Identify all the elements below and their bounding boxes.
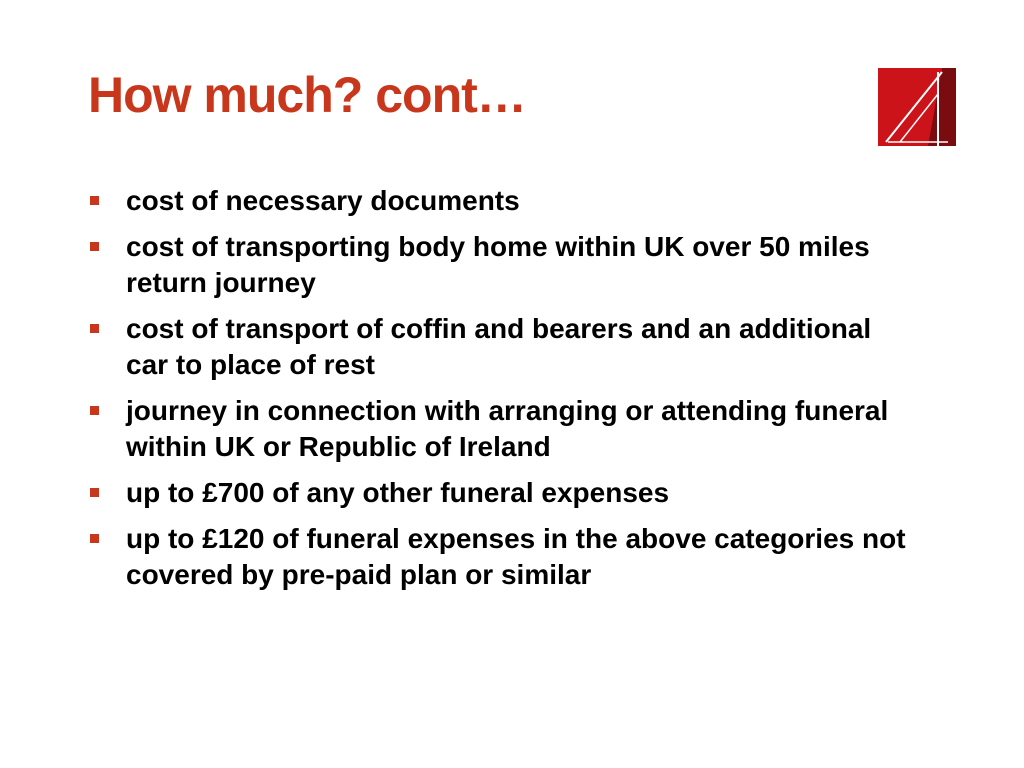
- square-bullet-icon: [90, 324, 99, 333]
- square-bullet-icon: [90, 406, 99, 415]
- slide-title: How much? cont…: [88, 67, 526, 123]
- bullet-item: [90, 393, 910, 465]
- bullet-item: [90, 475, 910, 511]
- bullet-text: up to £700 of any other funeral expenses: [126, 477, 670, 508]
- logo-icon: [878, 68, 956, 146]
- square-bullet-icon: [90, 196, 99, 205]
- bullet-item: [90, 229, 910, 301]
- bullet-text: journey in connection with arranging or attending funeral within UK or Republic of Ireland: [126, 395, 889, 462]
- bullet-text: cost of necessary documents: [126, 185, 520, 216]
- bullet-text: up to £120 of funeral expenses in the above categories not covered by pre-paid plan or similar: [126, 523, 906, 590]
- bullet-list: [90, 183, 910, 603]
- bullet-text: cost of transport of coffin and bearers and an additional car to place of rest: [126, 313, 872, 380]
- bullet-text: cost of transporting body home within UK over 50 miles return journey: [126, 231, 870, 298]
- square-bullet-icon: [90, 488, 99, 497]
- bullet-item: [90, 311, 910, 383]
- square-bullet-icon: [90, 534, 99, 543]
- square-bullet-icon: [90, 242, 99, 251]
- bullet-item: [90, 521, 910, 593]
- bullet-item: [90, 183, 910, 219]
